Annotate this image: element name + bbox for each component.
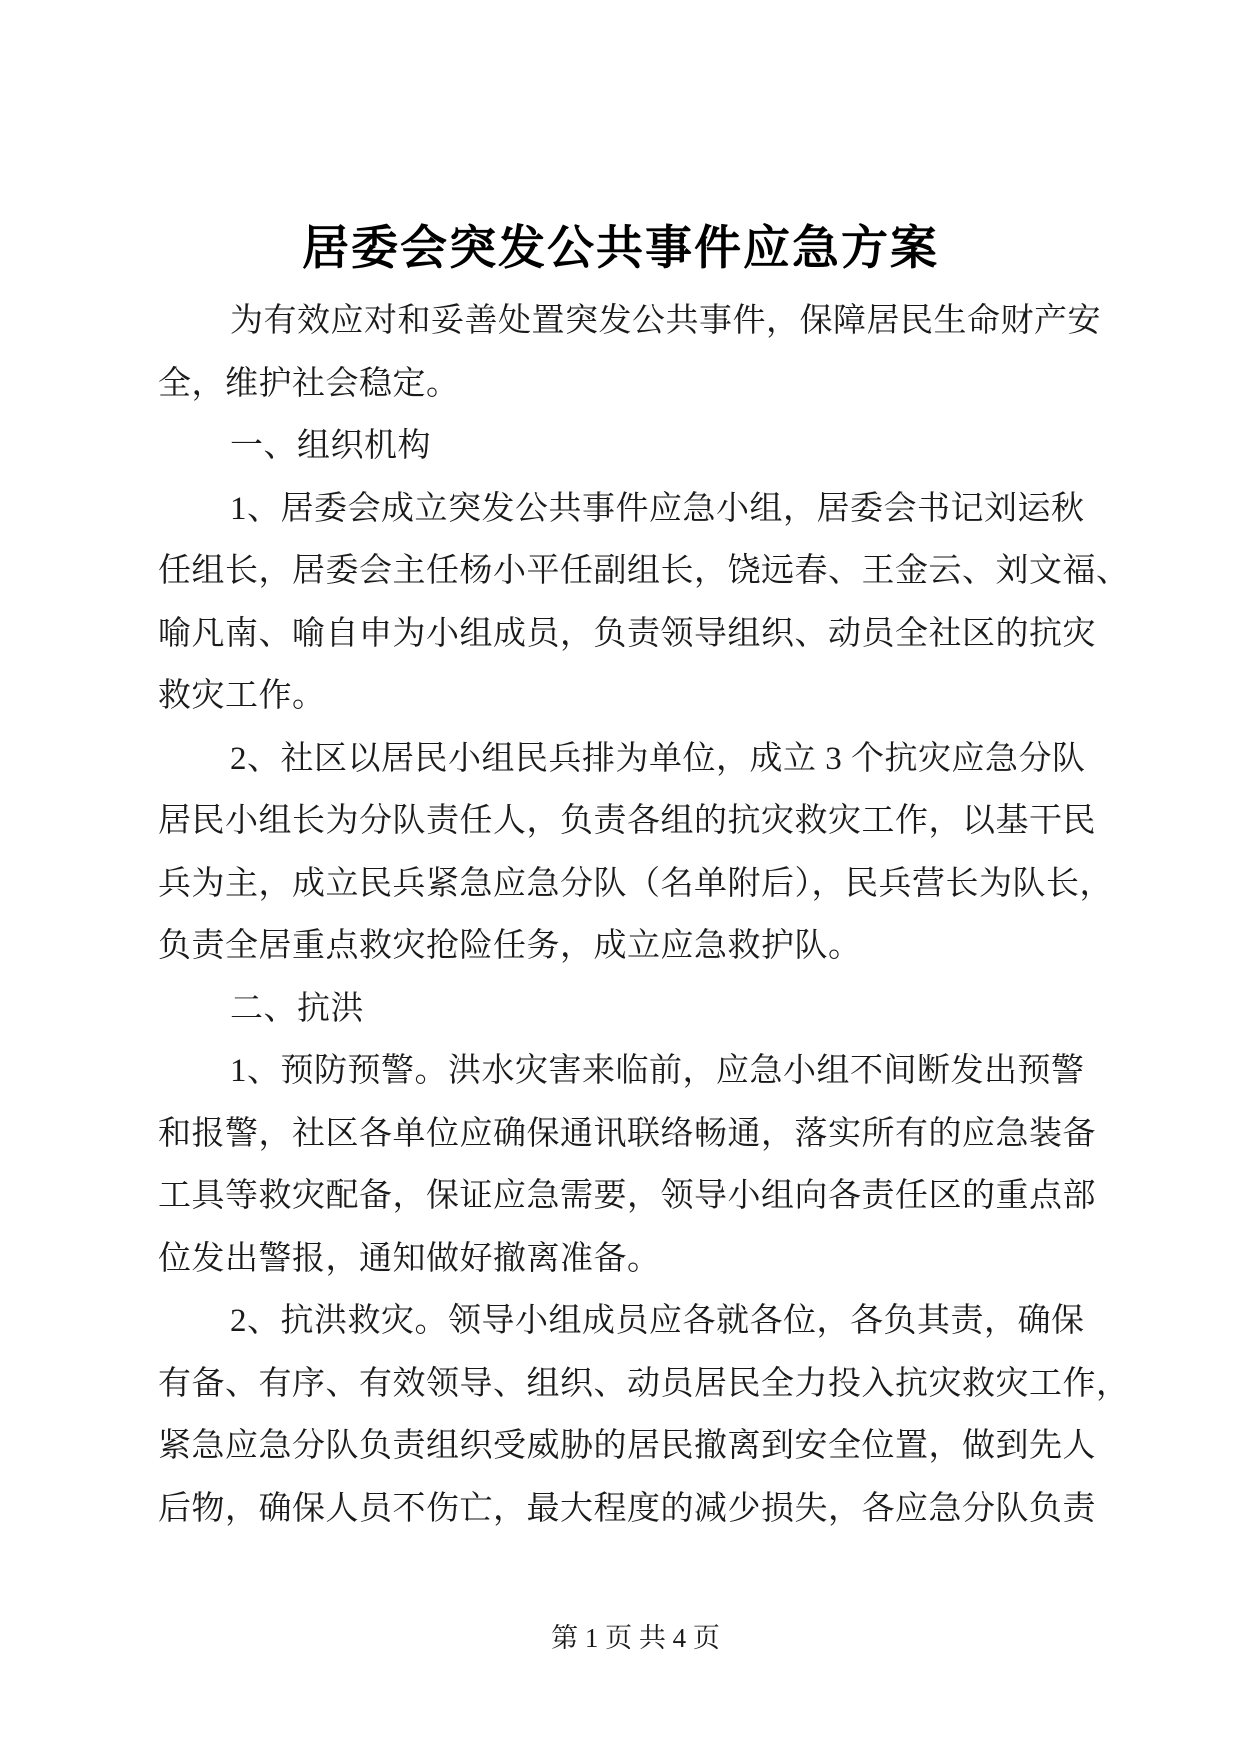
section-heading — [158, 415, 1113, 478]
paragraph — [158, 1290, 1130, 1540]
text-line: 1、预防预警。洪水灾害来临前，应急小组不间断发出预警 — [230, 1053, 1085, 1089]
text-line: 1、居委会成立突发公共事件应急小组，居委会书记刘运秋 — [230, 490, 1085, 527]
text-line: 紧急应急分队负责组织受威胁的居民撤离到安全位置，做到先人 — [158, 1428, 1096, 1464]
text-line: 位发出警报，通知做好撤离准备。 — [158, 1240, 661, 1277]
page-footer: 第 1 页 共 4 页 — [551, 1623, 720, 1653]
text-line: 有备、有序、有效领导、组织、动员居民全力投入抗灾救灾工作， — [158, 1365, 1130, 1402]
text-line: 兵为主，成立民兵紧急应急分队（名单附后），民兵营长为队长， — [158, 865, 1113, 902]
text-line: 一、组织机构 — [230, 428, 431, 464]
paragraph — [158, 290, 1113, 415]
text-line: 和报警，社区各单位应确保通讯联络畅通，落实所有的应急装备 — [158, 1115, 1096, 1152]
text-line: 救灾工作。 — [158, 678, 326, 714]
text-line: 全，维护社会稳定。 — [158, 365, 460, 402]
text-line: 负责全居重点救灾抢险任务，成立应急救护队。 — [158, 928, 862, 964]
section-heading — [158, 978, 1113, 1041]
text-line: 任组长，居委会主任杨小平任副组长，饶远春、王金云、刘文福、 — [158, 553, 1130, 589]
document-body — [158, 290, 1130, 1540]
text-line: 2、社区以居民小组民兵排为单位，成立 3 个抗灾应急分队 — [230, 740, 1086, 777]
text-line: 为有效应对和妥善处置突发公共事件，保障居民生命财产安 — [230, 303, 1101, 339]
text-line: 工具等救灾配备，保证应急需要，领导小组向各责任区的重点部 — [158, 1178, 1096, 1214]
text-line: 2、抗洪救灾。领导小组成员应各就各位，各负其责，确保 — [230, 1303, 1085, 1339]
paragraph — [158, 1040, 1113, 1290]
text-line: 喻凡南、喻自申为小组成员，负责领导组织、动员全社区的抗灾 — [158, 615, 1096, 652]
text-line: 居民小组长为分队责任人，负责各组的抗灾救灾工作，以基干民 — [158, 803, 1096, 839]
document-title: 居委会突发公共事件应急方案 — [302, 221, 939, 274]
text-line: 二、抗洪 — [230, 990, 364, 1027]
paragraph — [158, 478, 1130, 728]
paragraph — [158, 728, 1113, 978]
text-line: 后物，确保人员不伤亡，最大程度的减少损失，各应急分队负责 — [158, 1490, 1096, 1527]
